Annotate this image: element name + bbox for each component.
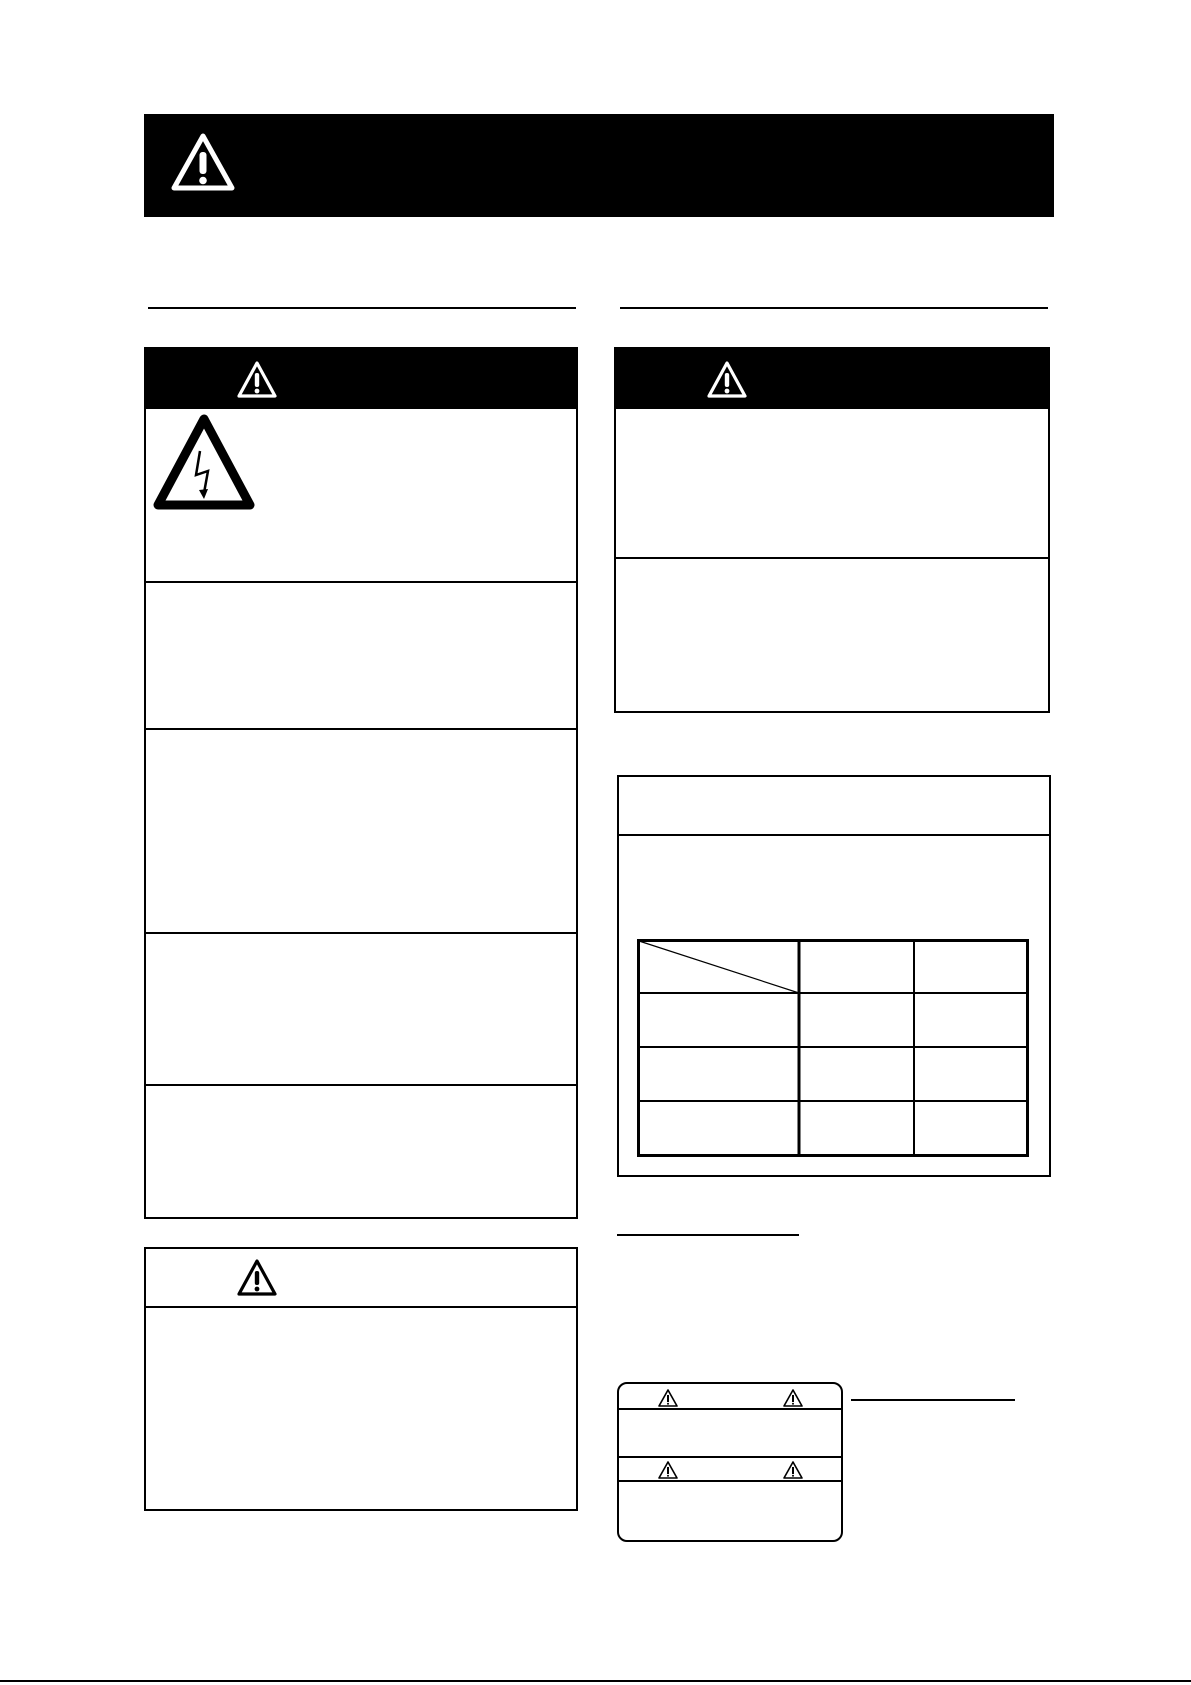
label-divider: [619, 1456, 841, 1458]
table-box-header-divider: [619, 834, 1049, 836]
data-table: [637, 939, 1029, 1157]
left-caution-box: [144, 1247, 578, 1511]
label-callout-rule: [851, 1399, 1015, 1401]
warning-triangle-icon: [782, 1388, 804, 1408]
left-column-rule: [148, 307, 576, 309]
right-warning-header: [616, 349, 1048, 409]
warning-triangle-icon: [657, 1388, 679, 1408]
label-divider: [619, 1408, 841, 1410]
right-column-rule: [620, 307, 1048, 309]
warning-triangle-icon: [236, 1258, 278, 1298]
warning-triangle-icon: [657, 1460, 679, 1480]
warning-label-illustration: [617, 1382, 843, 1542]
warning-triangle-icon: [170, 132, 236, 192]
left-section-divider: [146, 581, 578, 583]
electric-shock-icon: [152, 413, 256, 513]
warning-triangle-icon: [706, 360, 748, 400]
left-warning-header: [146, 349, 576, 409]
section-rule: [617, 1234, 799, 1236]
left-section-divider: [146, 728, 578, 730]
left-section-divider: [146, 1084, 578, 1086]
right-warning-box: [614, 347, 1050, 713]
warning-triangle-icon: [782, 1460, 804, 1480]
label-divider: [619, 1480, 841, 1482]
right-section-divider: [616, 557, 1048, 559]
warning-triangle-icon: [236, 360, 278, 400]
page-bottom-edge: [0, 1680, 1191, 1682]
caution-header-divider: [146, 1306, 576, 1308]
right-table-box: [617, 775, 1051, 1177]
header-banner: [144, 114, 1054, 217]
left-warning-box: [144, 347, 578, 1219]
left-section-divider: [146, 932, 578, 934]
